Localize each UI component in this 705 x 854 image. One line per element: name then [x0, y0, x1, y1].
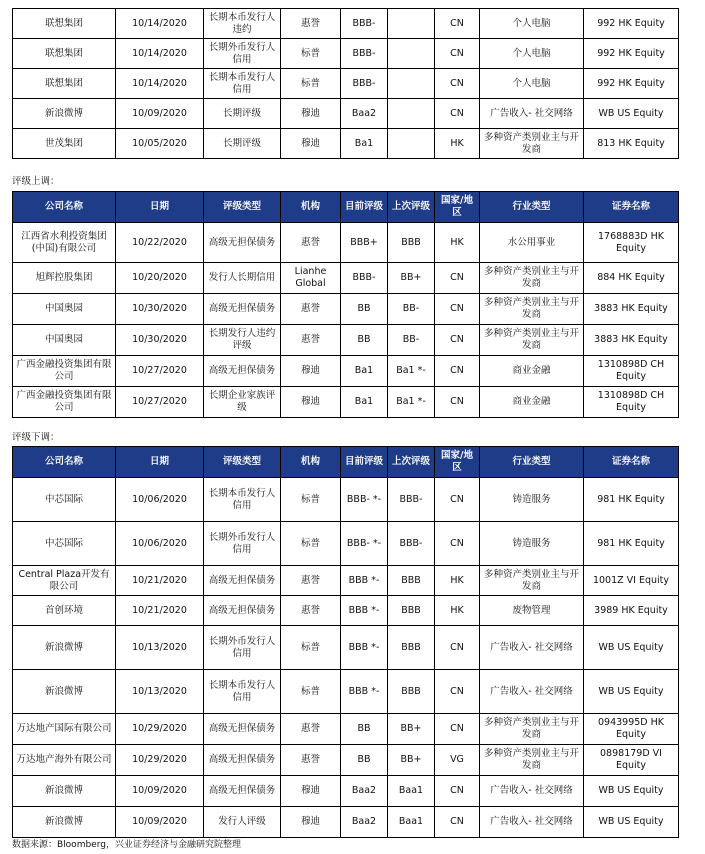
- previous-rating-cell: BB-: [388, 325, 435, 356]
- previous-rating-cell: [388, 99, 435, 129]
- security-cell: WB US Equity: [584, 776, 679, 807]
- security-cell: 992 HK Equity: [584, 39, 679, 69]
- date-cell: 10/22/2020: [116, 223, 204, 263]
- security-cell: 981 HK Equity: [584, 522, 679, 566]
- downgrade-header-row: [13, 447, 679, 478]
- previous-rating-cell: Ba1 *-: [388, 387, 435, 418]
- security-cell: WB US Equity: [584, 807, 679, 838]
- country-cell: CN: [435, 776, 480, 807]
- agency-cell: 惠誉: [281, 714, 341, 745]
- company-cell: 新浪微博: [13, 807, 116, 838]
- rating-type-cell: 发行人长期信用: [204, 263, 281, 294]
- industry-cell: 商业金融: [480, 356, 584, 387]
- country-cell: CN: [435, 714, 480, 745]
- current-rating-cell: BB: [341, 745, 388, 776]
- rating-type-cell: 长期本币发行人信用: [204, 478, 281, 522]
- rating-type-cell: 高级无担保债务: [204, 745, 281, 776]
- date-cell: 10/29/2020: [116, 714, 204, 745]
- table-row: [13, 626, 679, 670]
- company-cell: 中国奥园: [13, 294, 116, 325]
- table-row: [13, 714, 679, 745]
- previous-rating-cell: BBB-: [388, 522, 435, 566]
- agency-cell: 标普: [281, 670, 341, 714]
- agency-cell: 穆迪: [281, 356, 341, 387]
- table-row: [13, 356, 679, 387]
- company-cell: Central Plaza开发有限公司: [13, 566, 116, 596]
- upgrade-header-security: 证券名称: [584, 192, 679, 223]
- security-cell: 3883 HK Equity: [584, 325, 679, 356]
- company-cell: 首创环境: [13, 596, 116, 626]
- date-cell: 10/27/2020: [116, 356, 204, 387]
- previous-rating-cell: Baa1: [388, 776, 435, 807]
- date-cell: 10/09/2020: [116, 99, 204, 129]
- upgrade-header-industry: 行业类型: [480, 192, 584, 223]
- country-cell: CN: [435, 69, 480, 99]
- industry-cell: 多种资产类别业主与开发商: [480, 129, 584, 159]
- rating-type-cell: 长期外币发行人信用: [204, 626, 281, 670]
- current-rating-cell: BBB *-: [341, 566, 388, 596]
- rating-type-cell: 长期企业家族评级: [204, 387, 281, 418]
- agency-cell: 穆迪: [281, 776, 341, 807]
- company-cell: 旭辉控股集团: [13, 263, 116, 294]
- agency-cell: 惠誉: [281, 294, 341, 325]
- current-rating-cell: BBB *-: [341, 596, 388, 626]
- security-cell: 992 HK Equity: [584, 69, 679, 99]
- agency-cell: 穆迪: [281, 99, 341, 129]
- date-cell: 10/20/2020: [116, 263, 204, 294]
- table-row: [13, 325, 679, 356]
- agency-cell: 惠誉: [281, 745, 341, 776]
- industry-cell: 多种资产类别业主与开发商: [480, 294, 584, 325]
- date-cell: 10/14/2020: [116, 69, 204, 99]
- previous-rating-cell: BBB: [388, 626, 435, 670]
- previous-rating-cell: BB+: [388, 263, 435, 294]
- current-rating-cell: BBB *-: [341, 626, 388, 670]
- previous-rating-cell: Ba1 *-: [388, 356, 435, 387]
- current-rating-cell: BBB+: [341, 223, 388, 263]
- agency-cell: 穆迪: [281, 807, 341, 838]
- upgrade-header-row: [13, 192, 679, 223]
- source-footnote: 数据来源：Bloomberg，兴业证券经济与金融研究院整理: [12, 840, 241, 850]
- industry-cell: 废物管理: [480, 596, 584, 626]
- table-row: [13, 129, 679, 159]
- rating-type-cell: 长期发行人违约评级: [204, 325, 281, 356]
- industry-cell: 铸造服务: [480, 522, 584, 566]
- current-rating-cell: BB: [341, 714, 388, 745]
- country-cell: CN: [435, 325, 480, 356]
- date-cell: 10/05/2020: [116, 129, 204, 159]
- country-cell: CN: [435, 522, 480, 566]
- industry-cell: 水公用事业: [480, 223, 584, 263]
- upgrade-header-country: 国家/地区: [435, 192, 480, 223]
- security-cell: WB US Equity: [584, 626, 679, 670]
- table-row: [13, 478, 679, 522]
- date-cell: 10/13/2020: [116, 626, 204, 670]
- table-row: [13, 99, 679, 129]
- rating-type-cell: 长期外币发行人信用: [204, 522, 281, 566]
- upgrade-table-block: [12, 191, 678, 418]
- table-row: [13, 9, 679, 39]
- company-cell: 万达地产国际有限公司: [13, 714, 116, 745]
- agency-cell: 标普: [281, 522, 341, 566]
- security-cell: 1001Z VI Equity: [584, 566, 679, 596]
- current-rating-cell: BB: [341, 294, 388, 325]
- industry-cell: 多种资产类别业主与开发商: [480, 325, 584, 356]
- security-cell: 0898179D VI Equity: [584, 745, 679, 776]
- security-cell: 992 HK Equity: [584, 9, 679, 39]
- upgrade-header-previous-rating: 上次评级: [388, 192, 435, 223]
- industry-cell: 广告收入- 社交网络: [480, 670, 584, 714]
- downgrade-header-company: 公司名称: [13, 447, 116, 478]
- agency-cell: 标普: [281, 626, 341, 670]
- rating-type-cell: 长期本币发行人违约: [204, 9, 281, 39]
- agency-cell: 惠誉: [281, 325, 341, 356]
- downgrade-header-country: 国家/地区: [435, 447, 480, 478]
- current-rating-cell: Baa2: [341, 807, 388, 838]
- date-cell: 10/30/2020: [116, 325, 204, 356]
- rating-type-cell: 高级无担保债务: [204, 566, 281, 596]
- agency-cell: 标普: [281, 39, 341, 69]
- table-row: [13, 807, 679, 838]
- previous-rating-cell: BB+: [388, 745, 435, 776]
- agency-cell: 惠誉: [281, 223, 341, 263]
- date-cell: 10/29/2020: [116, 745, 204, 776]
- table-row: [13, 69, 679, 99]
- top-table-body: [13, 9, 679, 159]
- industry-cell: 商业金融: [480, 387, 584, 418]
- company-cell: 世茂集团: [13, 129, 116, 159]
- downgrade-table-block: [12, 446, 678, 838]
- current-rating-cell: Ba1: [341, 129, 388, 159]
- downgrade-header-current-rating: 目前评级: [341, 447, 388, 478]
- country-cell: VG: [435, 745, 480, 776]
- industry-cell: 多种资产类别业主与开发商: [480, 745, 584, 776]
- country-cell: CN: [435, 670, 480, 714]
- date-cell: 10/09/2020: [116, 807, 204, 838]
- company-cell: 江西省水利投资集团(中国)有限公司: [13, 223, 116, 263]
- current-rating-cell: BBB-: [341, 9, 388, 39]
- industry-cell: 多种资产类别业主与开发商: [480, 263, 584, 294]
- country-cell: CN: [435, 39, 480, 69]
- current-rating-cell: BBB-: [341, 263, 388, 294]
- security-cell: 0943995D HK Equity: [584, 714, 679, 745]
- company-cell: 新浪微博: [13, 776, 116, 807]
- industry-cell: 多种资产类别业主与开发商: [480, 566, 584, 596]
- downgrade-table-body: [13, 478, 679, 838]
- downgrade-table: [12, 446, 679, 838]
- security-cell: 3883 HK Equity: [584, 294, 679, 325]
- previous-rating-cell: BBB: [388, 223, 435, 263]
- previous-rating-cell: Baa1: [388, 807, 435, 838]
- previous-rating-cell: BBB-: [388, 478, 435, 522]
- industry-cell: 个人电脑: [480, 9, 584, 39]
- table-row: [13, 39, 679, 69]
- industry-cell: 个人电脑: [480, 39, 584, 69]
- security-cell: 813 HK Equity: [584, 129, 679, 159]
- agency-cell: 穆迪: [281, 387, 341, 418]
- security-cell: WB US Equity: [584, 670, 679, 714]
- current-rating-cell: BBB- *-: [341, 522, 388, 566]
- current-rating-cell: BBB-: [341, 69, 388, 99]
- rating-type-cell: 长期本币发行人信用: [204, 69, 281, 99]
- downgrade-header-agency: 机构: [281, 447, 341, 478]
- date-cell: 10/14/2020: [116, 39, 204, 69]
- table-row: [13, 263, 679, 294]
- date-cell: 10/06/2020: [116, 522, 204, 566]
- company-cell: 中芯国际: [13, 478, 116, 522]
- country-cell: CN: [435, 356, 480, 387]
- industry-cell: 多种资产类别业主与开发商: [480, 714, 584, 745]
- agency-cell: 惠誉: [281, 566, 341, 596]
- industry-cell: 广告收入- 社交网络: [480, 626, 584, 670]
- country-cell: HK: [435, 596, 480, 626]
- company-cell: 中国奥园: [13, 325, 116, 356]
- security-cell: WB US Equity: [584, 99, 679, 129]
- security-cell: 1768883D HK Equity: [584, 223, 679, 263]
- rating-type-cell: 高级无担保债务: [204, 356, 281, 387]
- current-rating-cell: BBB-: [341, 39, 388, 69]
- current-rating-cell: Ba1: [341, 387, 388, 418]
- rating-type-cell: 发行人评级: [204, 807, 281, 838]
- rating-type-cell: 高级无担保债务: [204, 714, 281, 745]
- downgrade-header-security: 证券名称: [584, 447, 679, 478]
- rating-type-cell: 长期本币发行人信用: [204, 670, 281, 714]
- country-cell: CN: [435, 9, 480, 39]
- upgrade-header-company: 公司名称: [13, 192, 116, 223]
- table-row: [13, 387, 679, 418]
- rating-type-cell: 高级无担保债务: [204, 294, 281, 325]
- company-cell: 广西金融投资集团有限公司: [13, 356, 116, 387]
- current-rating-cell: BB: [341, 325, 388, 356]
- industry-cell: 广告收入- 社交网络: [480, 807, 584, 838]
- agency-cell: 惠誉: [281, 596, 341, 626]
- security-cell: 981 HK Equity: [584, 478, 679, 522]
- current-rating-cell: BBB *-: [341, 670, 388, 714]
- downgrade-header-date: 日期: [116, 447, 204, 478]
- security-cell: 1310898D CH Equity: [584, 356, 679, 387]
- downgrade-header-industry: 行业类型: [480, 447, 584, 478]
- industry-cell: 广告收入- 社交网络: [480, 776, 584, 807]
- country-cell: HK: [435, 566, 480, 596]
- date-cell: 10/21/2020: [116, 596, 204, 626]
- downgrade-header-previous-rating: 上次评级: [388, 447, 435, 478]
- table-row: [13, 566, 679, 596]
- industry-cell: 广告收入- 社交网络: [480, 99, 584, 129]
- country-cell: CN: [435, 387, 480, 418]
- table-row: [13, 670, 679, 714]
- current-rating-cell: Baa2: [341, 776, 388, 807]
- company-cell: 新浪微博: [13, 670, 116, 714]
- agency-cell: 标普: [281, 69, 341, 99]
- table-row: [13, 776, 679, 807]
- country-cell: CN: [435, 263, 480, 294]
- country-cell: CN: [435, 478, 480, 522]
- downgrade-header-rating-type: 评级类型: [204, 447, 281, 478]
- company-cell: 联想集团: [13, 9, 116, 39]
- table-row: [13, 522, 679, 566]
- date-cell: 10/06/2020: [116, 478, 204, 522]
- rating-type-cell: 长期评级: [204, 129, 281, 159]
- industry-cell: 铸造服务: [480, 478, 584, 522]
- company-cell: 万达地产海外有限公司: [13, 745, 116, 776]
- agency-cell: Lianhe Global: [281, 263, 341, 294]
- current-rating-cell: Ba1: [341, 356, 388, 387]
- date-cell: 10/30/2020: [116, 294, 204, 325]
- rating-type-cell: 长期外币发行人信用: [204, 39, 281, 69]
- table-row: [13, 223, 679, 263]
- previous-rating-cell: [388, 39, 435, 69]
- previous-rating-cell: BBB: [388, 596, 435, 626]
- upgrade-header-rating-type: 评级类型: [204, 192, 281, 223]
- company-cell: 新浪微博: [13, 626, 116, 670]
- rating-type-cell: 长期评级: [204, 99, 281, 129]
- downgrade-section-label: 评级下调：: [12, 432, 60, 443]
- current-rating-cell: BBB- *-: [341, 478, 388, 522]
- country-cell: HK: [435, 129, 480, 159]
- company-cell: 联想集团: [13, 39, 116, 69]
- previous-rating-cell: [388, 69, 435, 99]
- previous-rating-cell: [388, 129, 435, 159]
- agency-cell: 标普: [281, 478, 341, 522]
- upgrade-table-body: [13, 223, 679, 418]
- date-cell: 10/21/2020: [116, 566, 204, 596]
- upgrade-header-agency: 机构: [281, 192, 341, 223]
- country-cell: CN: [435, 294, 480, 325]
- company-cell: 广西金融投资集团有限公司: [13, 387, 116, 418]
- table-row: [13, 294, 679, 325]
- date-cell: 10/14/2020: [116, 9, 204, 39]
- upgrade-section-label: 评级上调：: [12, 176, 60, 187]
- upgrade-header-date: 日期: [116, 192, 204, 223]
- current-rating-cell: Baa2: [341, 99, 388, 129]
- country-cell: HK: [435, 223, 480, 263]
- rating-type-cell: 高级无担保债务: [204, 223, 281, 263]
- country-cell: CN: [435, 626, 480, 670]
- company-cell: 新浪微博: [13, 99, 116, 129]
- company-cell: 中芯国际: [13, 522, 116, 566]
- previous-rating-cell: BBB: [388, 566, 435, 596]
- industry-cell: 个人电脑: [480, 69, 584, 99]
- agency-cell: 穆迪: [281, 129, 341, 159]
- country-cell: CN: [435, 807, 480, 838]
- country-cell: CN: [435, 99, 480, 129]
- security-cell: 3989 HK Equity: [584, 596, 679, 626]
- date-cell: 10/27/2020: [116, 387, 204, 418]
- top-table-block: [12, 8, 678, 159]
- upgrade-header-current-rating: 目前评级: [341, 192, 388, 223]
- company-cell: 联想集团: [13, 69, 116, 99]
- top-ratings-table: [12, 8, 679, 159]
- previous-rating-cell: BB+: [388, 714, 435, 745]
- upgrade-table: [12, 191, 679, 418]
- table-row: [13, 745, 679, 776]
- previous-rating-cell: [388, 9, 435, 39]
- previous-rating-cell: BBB: [388, 670, 435, 714]
- table-row: [13, 596, 679, 626]
- date-cell: 10/09/2020: [116, 776, 204, 807]
- security-cell: 884 HK Equity: [584, 263, 679, 294]
- rating-type-cell: 高级无担保债务: [204, 596, 281, 626]
- rating-type-cell: 高级无担保债务: [204, 776, 281, 807]
- date-cell: 10/13/2020: [116, 670, 204, 714]
- security-cell: 1310898D CH Equity: [584, 387, 679, 418]
- previous-rating-cell: BB-: [388, 294, 435, 325]
- agency-cell: 惠誉: [281, 9, 341, 39]
